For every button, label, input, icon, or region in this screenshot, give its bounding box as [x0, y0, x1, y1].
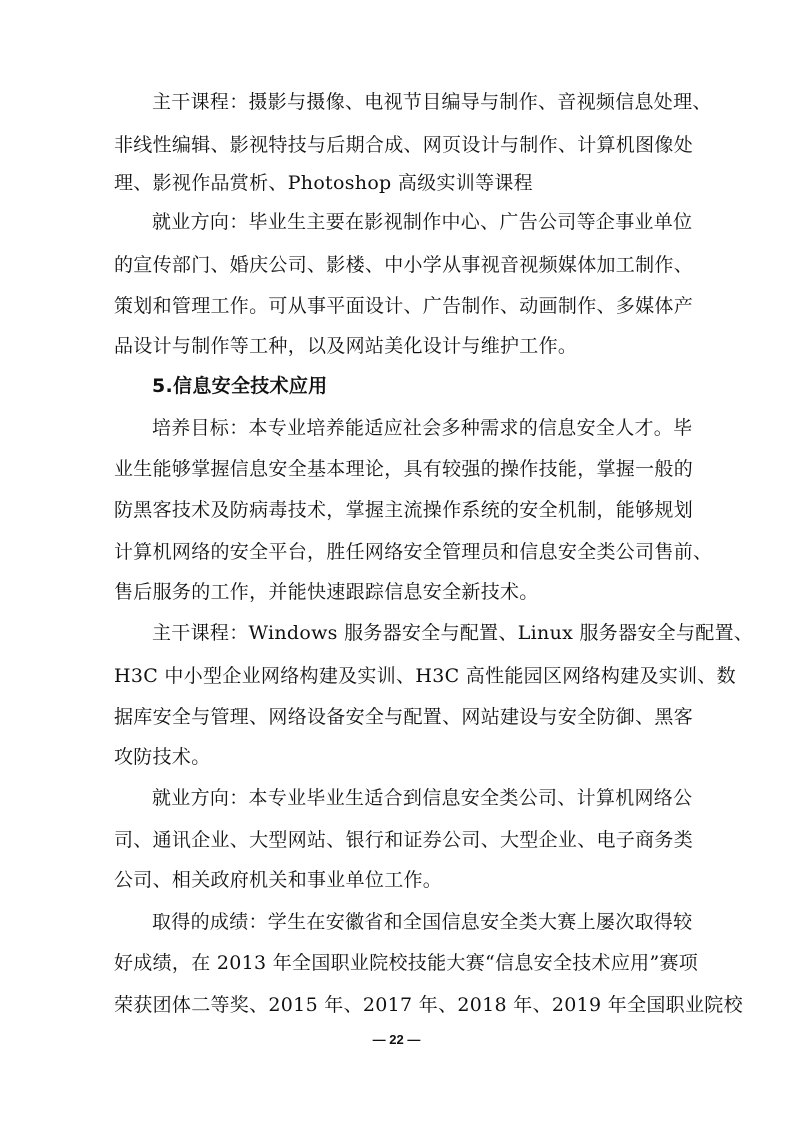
text-line: 防黑客技术及防病毒技术，掌握主流操作系统的安全机制，能够规划 — [114, 499, 694, 521]
text-line: 荣获团体二等奖、2015 年、2017 年、2018 年、2019 年全国职业院校 — [114, 994, 743, 1016]
text-line: 就业方向：本专业毕业生适合到信息安全类公司、计算机网络公 — [152, 787, 693, 809]
text-line: 主干课程：Windows 服务器安全与配置、Linux 服务器安全与配置、 — [152, 622, 754, 644]
text-line: 理、影视作品赏析、Photoshop 高级实训等课程 — [114, 172, 533, 194]
text-line: 司、通讯企业、大型网站、银行和证券公司、大型企业、电子商务类 — [114, 829, 694, 851]
text-line: 好成绩，在 2013 年全国职业院校技能大赛“信息安全技术应用”赛项 — [114, 952, 699, 974]
text-line: 非线性编辑、影视特技与后期合成、网页设计与制作、计算机图像处 — [114, 134, 694, 156]
text-line: 就业方向：毕业生主要在影视制作中心、广告公司等企事业单位 — [152, 211, 693, 233]
text-line: 据库安全与管理、网络设备安全与配置、网站建设与安全防御、黑客 — [114, 706, 694, 728]
page-number: — 22 — — [372, 1032, 421, 1047]
text-line: 售后服务的工作，并能快速跟踪信息安全新技术。 — [114, 581, 539, 603]
text-line: 培养目标：本专业培养能适应社会多种需求的信息安全人才。毕 — [152, 417, 693, 439]
text-line: 策划和管理工作。可从事平面设计、广告制作、动画制作、多媒体产 — [114, 295, 694, 317]
text-line: 主干课程：摄影与摄像、电视节目编导与制作、音视频信息处理、 — [152, 91, 712, 113]
section-heading: 5.信息安全技术应用 — [152, 375, 328, 397]
text-line: H3C 中小型企业网络构建及实训、H3C 高性能园区网络构建及实训、数 — [114, 665, 736, 687]
text-line: 攻防技术。 — [114, 746, 211, 768]
text-line: 业生能够掌握信息安全基本理论，具有较强的操作技能，掌握一般的 — [114, 458, 694, 480]
text-line: 的宣传部门、婚庆公司、影楼、中小学从事视音视频媒体加工制作、 — [114, 254, 694, 276]
text-line: 取得的成绩：学生在安徽省和全国信息安全类大赛上屡次取得较 — [152, 911, 693, 933]
text-line: 计算机网络的安全平台，胜任网络安全管理员和信息安全类公司售前、 — [114, 541, 713, 563]
text-line: 品设计与制作等工种，以及网站美化设计与维护工作。 — [114, 335, 578, 357]
text-line: 公司、相关政府机关和事业单位工作。 — [114, 869, 443, 891]
